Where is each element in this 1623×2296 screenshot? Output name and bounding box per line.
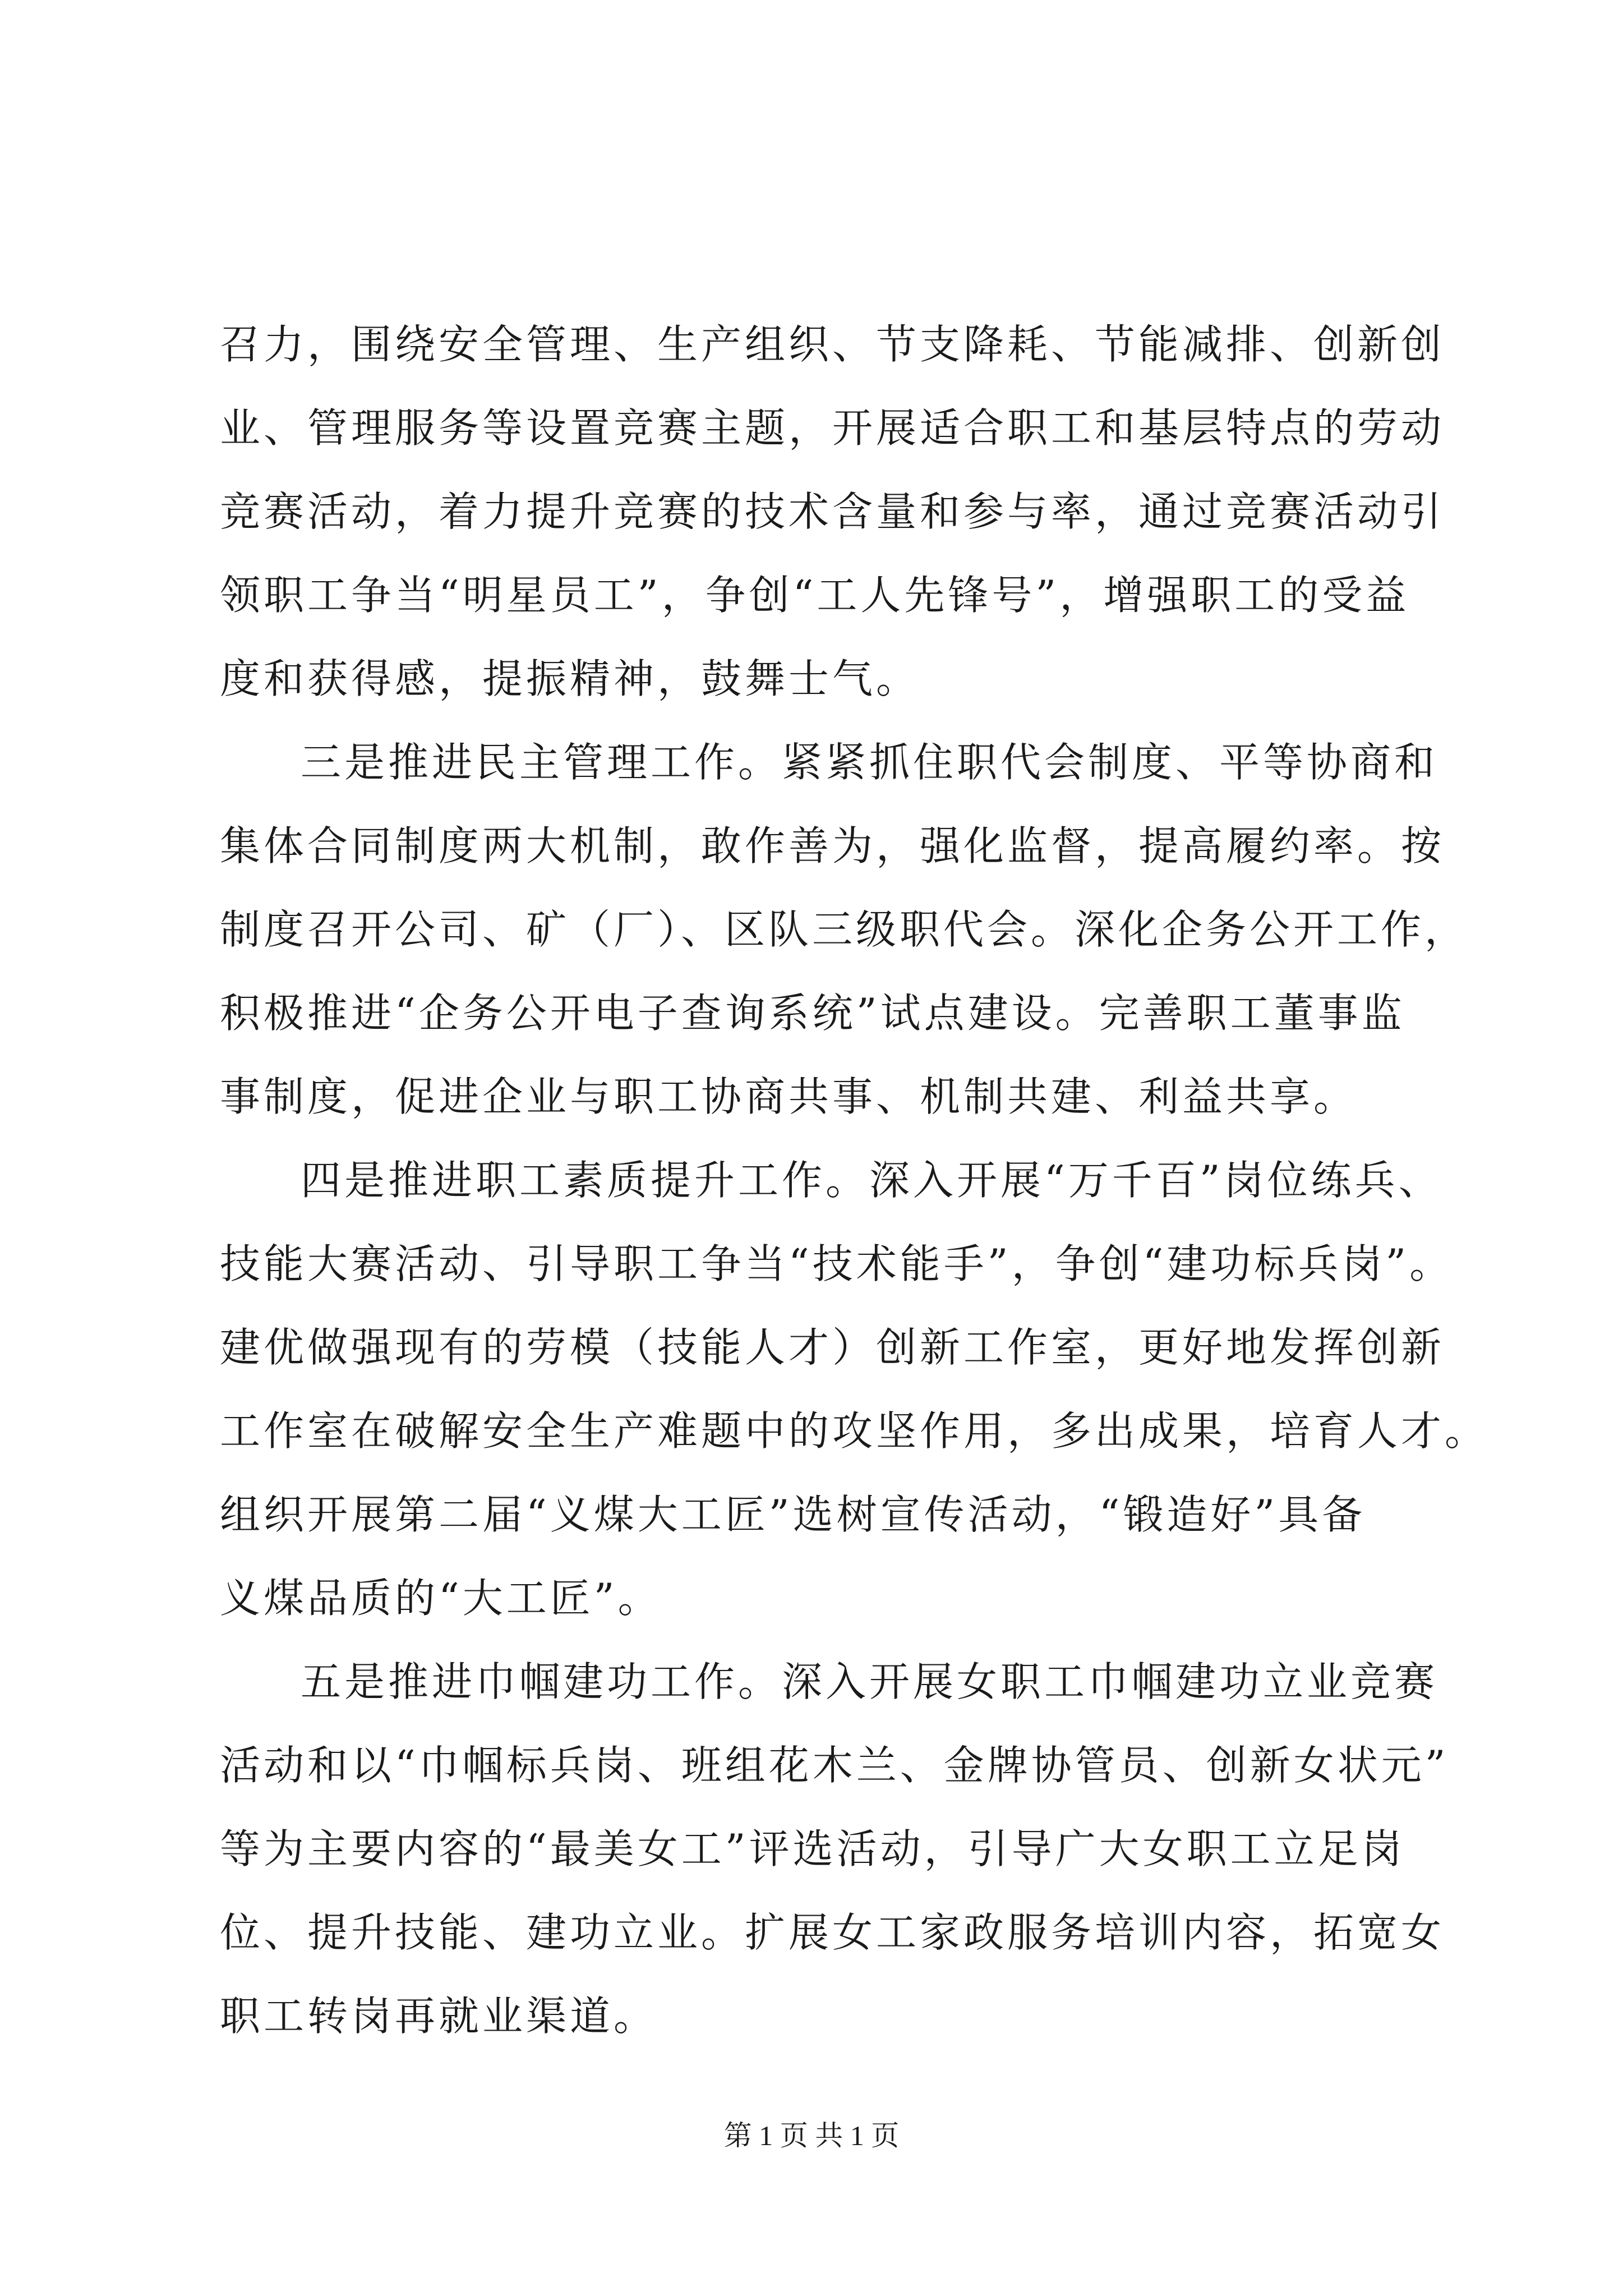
text-line: 位、提升技能、建功立业。扩展女工家政服务培训内容，拓宽女 xyxy=(220,1909,1445,1956)
text-line: 业、管理服务等设置竞赛主题，开展适合职工和基层特点的劳动 xyxy=(220,404,1445,452)
document-body xyxy=(220,303,1489,2058)
text-line: 等为主要内容的“最美女工”评选活动，引导广大女职工立足岗 xyxy=(220,1825,1405,1872)
text-line: 竞赛活动，着力提升竞赛的技术含量和参与率，通过竞赛活动引 xyxy=(220,488,1445,535)
text-line: 度和获得感，提振精神，鼓舞士气。 xyxy=(220,655,920,702)
text-line: 义煤品质的“大工匠”。 xyxy=(220,1575,662,1622)
text-line: 集体合同制度两大机制，敢作善为，强化监督，提高履约率。按 xyxy=(220,822,1445,869)
page-number-label: 第 1 页 共 1 页 xyxy=(723,2120,900,2151)
paragraph-start-line: 四是推进职工素质提升工作。深入开展“万千百”岗位练兵、 xyxy=(301,1157,1442,1204)
text-line: 组织开展第二届“义煤大工匠”选树宣传活动，“锻造好”具备 xyxy=(220,1491,1366,1538)
text-line: 召力，围绕安全管理、生产组织、节支降耗、节能减排、创新创 xyxy=(220,321,1445,368)
text-line: 建优做强现有的劳模（技能人才）创新工作室，更好地发挥创新 xyxy=(220,1324,1445,1371)
text-line: 技能大赛活动、引导职工争当“技术能手”，争创“建功标兵岗”。 xyxy=(220,1240,1454,1287)
text-line: 制度召开公司、矿（厂）、区队三级职代会。深化企务公开工作， xyxy=(220,906,1469,953)
paragraph-start-line: 三是推进民主管理工作。紧紧抓住职代会制度、平等协商和 xyxy=(301,739,1438,786)
paragraph-start-line: 五是推进巾帼建功工作。深入开展女职工巾帼建功立业竞赛 xyxy=(301,1658,1438,1705)
page-footer xyxy=(0,2116,1623,2155)
text-line: 事制度，促进企业与职工协商共事、机制共建、利益共享。 xyxy=(220,1073,1358,1120)
text-line: 工作室在破解安全生产难题中的攻坚作用，多出成果，培育人才。 xyxy=(220,1407,1489,1455)
text-line: 活动和以“巾帼标兵岗、班组花木兰、金牌协管员、创新女状元” xyxy=(220,1742,1449,1789)
text-line: 领职工争当“明星员工”，争创“工人先锋号”，增强职工的受益 xyxy=(220,572,1410,619)
text-line: 职工转岗再就业渠道。 xyxy=(220,1993,658,2040)
text-line: 积极推进“企务公开电子查询系统”试点建设。完善职工董事监 xyxy=(220,990,1405,1037)
